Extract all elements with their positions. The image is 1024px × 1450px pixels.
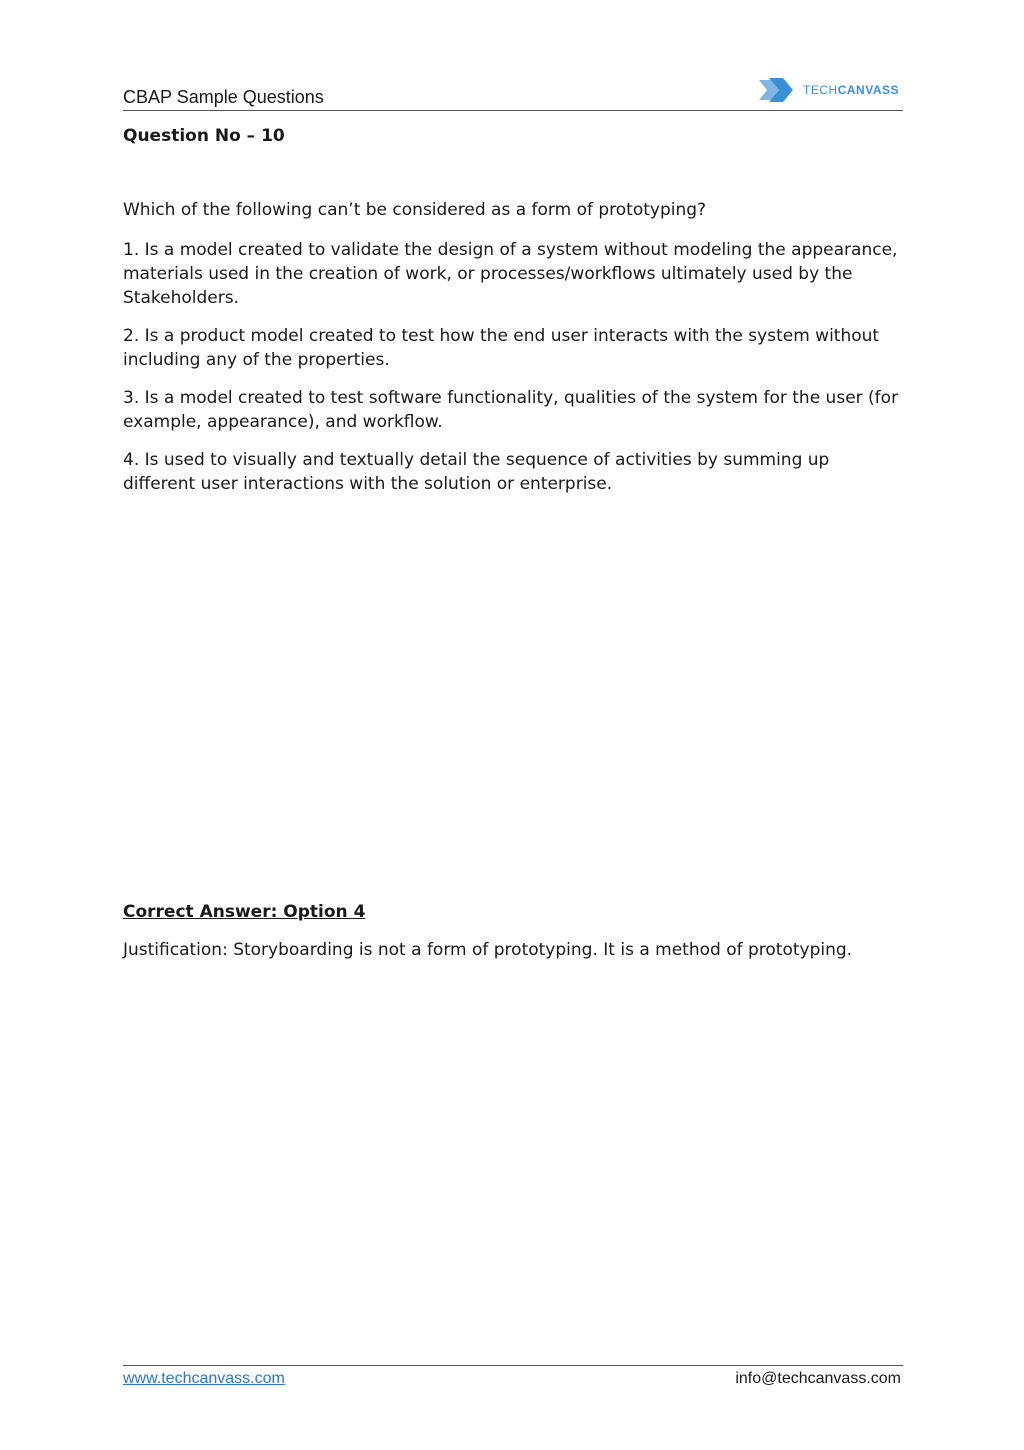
page-footer [123,1365,903,1394]
question-text: Which of the following can’t be considered as a form of prototyping? [123,200,707,220]
header-title: CBAP Sample Questions [123,87,324,107]
answer-section [123,900,903,962]
option-3: 3. Is a model created to test software functionality, qualities of the system for the user (for example, appearance), and workflow. [123,388,899,432]
techcanvass-logo [759,76,899,104]
question-number: Question No – 10 [123,126,285,146]
option-4: 4. Is used to visually and textually detail the sequence of activities by summing up different user interactions with the solution or enterprise. [123,450,830,494]
justification-text: Justification: Storyboarding is not a form of prototyping. It is a method of prototyping. [123,940,853,960]
option-1: 1. Is a model created to validate the design of a system without modeling the appearance, materials used in the creation of work, or processes/workflows ultimately used by the Stakeholders. [123,240,898,308]
logo-chevrons-icon [759,76,799,104]
website-link[interactable]: www.techcanvass.com [123,1370,285,1387]
logo-wordmark: TECHCANVASS [803,83,899,97]
option-2: 2. Is a product model created to test how the end user interacts with the system without including any of the properties. [123,326,880,370]
contact-email: info@techcanvass.com [735,1370,901,1387]
page-header [123,76,903,111]
question-section [123,124,903,510]
correct-answer-label: Correct Answer: Option 4 [123,902,366,922]
